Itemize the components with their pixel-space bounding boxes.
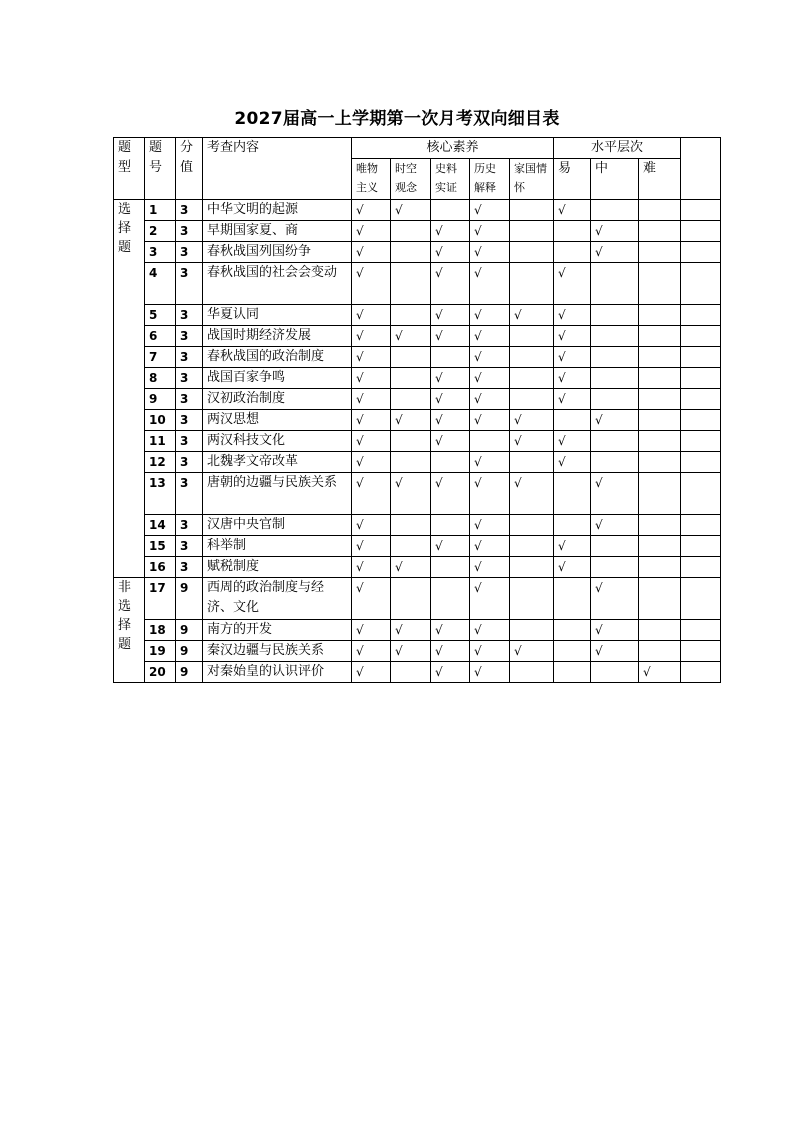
core-check-cell: √ bbox=[470, 242, 510, 263]
question-score: 9 bbox=[176, 620, 203, 641]
core-check-cell bbox=[510, 620, 554, 641]
core-check-cell: √ bbox=[352, 368, 391, 389]
level-check-cell bbox=[591, 263, 639, 305]
core-check-cell: √ bbox=[352, 305, 391, 326]
level-check-cell: √ bbox=[554, 536, 591, 557]
question-type-char: 择 bbox=[118, 221, 132, 236]
core-check-cell bbox=[391, 368, 431, 389]
header-core-evidence: 史料实证 bbox=[431, 159, 470, 200]
question-type-char: 非 bbox=[118, 580, 132, 595]
level-check-cell bbox=[639, 620, 681, 641]
core-check-cell bbox=[391, 242, 431, 263]
core-check-cell bbox=[431, 347, 470, 368]
question-score: 3 bbox=[176, 347, 203, 368]
core-check-cell: √ bbox=[431, 641, 470, 662]
core-check-cell: √ bbox=[510, 641, 554, 662]
core-check-cell: √ bbox=[352, 347, 391, 368]
core-check-cell: √ bbox=[470, 452, 510, 473]
core-check-cell bbox=[510, 326, 554, 347]
core-check-cell: √ bbox=[470, 368, 510, 389]
header-level: 水平层次 bbox=[554, 138, 681, 159]
level-check-cell: √ bbox=[591, 221, 639, 242]
core-check-cell: √ bbox=[510, 305, 554, 326]
level-check-cell: √ bbox=[554, 200, 591, 221]
core-check-cell bbox=[431, 557, 470, 578]
table-row bbox=[114, 326, 721, 347]
table-row bbox=[114, 452, 721, 473]
header-core-materialism: 唯物主义 bbox=[352, 159, 391, 200]
core-check-cell: √ bbox=[391, 473, 431, 515]
question-number: 20 bbox=[145, 662, 176, 683]
question-number: 1 bbox=[145, 200, 176, 221]
blank-cell bbox=[681, 263, 721, 305]
header-level-easy: 易 bbox=[554, 159, 591, 200]
level-check-cell bbox=[639, 221, 681, 242]
core-check-cell: √ bbox=[352, 641, 391, 662]
table-row bbox=[114, 263, 721, 305]
question-score: 3 bbox=[176, 221, 203, 242]
level-check-cell bbox=[591, 326, 639, 347]
question-score: 3 bbox=[176, 410, 203, 431]
blank-cell bbox=[681, 410, 721, 431]
level-check-cell: √ bbox=[639, 662, 681, 683]
level-check-cell bbox=[591, 200, 639, 221]
question-content: 汉初政治制度 bbox=[203, 389, 352, 410]
table-row bbox=[114, 557, 721, 578]
core-check-cell: √ bbox=[352, 200, 391, 221]
level-check-cell bbox=[591, 389, 639, 410]
table-row bbox=[114, 410, 721, 431]
core-check-cell: √ bbox=[470, 536, 510, 557]
blank-cell bbox=[681, 242, 721, 263]
blank-cell bbox=[681, 389, 721, 410]
level-check-cell: √ bbox=[554, 368, 591, 389]
level-check-cell bbox=[554, 221, 591, 242]
blank-cell bbox=[681, 368, 721, 389]
question-content: 赋税制度 bbox=[203, 557, 352, 578]
level-check-cell: √ bbox=[554, 557, 591, 578]
question-content: 中华文明的起源 bbox=[203, 200, 352, 221]
header-level-medium: 中 bbox=[591, 159, 639, 200]
question-score: 3 bbox=[176, 557, 203, 578]
table-row bbox=[114, 368, 721, 389]
question-content: 两汉科技文化 bbox=[203, 431, 352, 452]
core-check-cell: √ bbox=[470, 473, 510, 515]
level-check-cell: √ bbox=[591, 641, 639, 662]
core-check-cell bbox=[431, 515, 470, 536]
level-check-cell bbox=[639, 326, 681, 347]
level-check-cell: √ bbox=[554, 263, 591, 305]
question-score: 3 bbox=[176, 368, 203, 389]
question-content: 西周的政治制度与经济、文化 bbox=[203, 578, 352, 620]
core-check-cell: √ bbox=[431, 410, 470, 431]
blank-cell bbox=[681, 326, 721, 347]
question-content: 唐朝的边疆与民族关系 bbox=[203, 473, 352, 515]
level-check-cell: √ bbox=[591, 620, 639, 641]
core-check-cell bbox=[510, 200, 554, 221]
question-score: 3 bbox=[176, 473, 203, 515]
header-type: 题型 bbox=[114, 138, 145, 200]
core-check-cell: √ bbox=[431, 242, 470, 263]
header-level-hard: 难 bbox=[639, 159, 681, 200]
core-check-cell: √ bbox=[352, 473, 391, 515]
core-check-cell: √ bbox=[352, 515, 391, 536]
question-content: 南方的开发 bbox=[203, 620, 352, 641]
core-check-cell: √ bbox=[352, 557, 391, 578]
core-check-cell bbox=[391, 347, 431, 368]
level-check-cell: √ bbox=[591, 473, 639, 515]
core-check-cell: √ bbox=[352, 410, 391, 431]
table-row bbox=[114, 515, 721, 536]
core-check-cell bbox=[391, 263, 431, 305]
question-content: 战国时期经济发展 bbox=[203, 326, 352, 347]
question-score: 3 bbox=[176, 242, 203, 263]
core-check-cell bbox=[510, 389, 554, 410]
core-check-cell bbox=[510, 221, 554, 242]
core-check-cell: √ bbox=[352, 578, 391, 620]
question-content: 春秋战国列国纷争 bbox=[203, 242, 352, 263]
question-score: 3 bbox=[176, 305, 203, 326]
core-check-cell bbox=[470, 431, 510, 452]
question-number: 11 bbox=[145, 431, 176, 452]
level-check-cell bbox=[591, 431, 639, 452]
core-check-cell bbox=[391, 578, 431, 620]
level-check-cell: √ bbox=[554, 305, 591, 326]
question-score: 3 bbox=[176, 263, 203, 305]
core-check-cell: √ bbox=[470, 410, 510, 431]
level-check-cell bbox=[554, 410, 591, 431]
header-number: 题号 bbox=[145, 138, 176, 200]
question-type-char: 选 bbox=[118, 202, 132, 217]
question-type-char: 题 bbox=[118, 240, 132, 255]
blank-cell bbox=[681, 536, 721, 557]
level-check-cell: √ bbox=[591, 242, 639, 263]
table-row bbox=[114, 305, 721, 326]
core-check-cell: √ bbox=[431, 389, 470, 410]
level-check-cell bbox=[639, 200, 681, 221]
level-check-cell bbox=[591, 662, 639, 683]
level-check-cell bbox=[639, 557, 681, 578]
header-content: 考查内容 bbox=[203, 138, 352, 200]
question-score: 9 bbox=[176, 662, 203, 683]
core-check-cell: √ bbox=[470, 662, 510, 683]
question-number: 2 bbox=[145, 221, 176, 242]
question-number: 5 bbox=[145, 305, 176, 326]
level-check-cell bbox=[639, 347, 681, 368]
level-check-cell bbox=[554, 515, 591, 536]
core-check-cell bbox=[391, 305, 431, 326]
question-number: 17 bbox=[145, 578, 176, 620]
level-check-cell: √ bbox=[554, 389, 591, 410]
core-check-cell: √ bbox=[352, 452, 391, 473]
level-check-cell bbox=[591, 452, 639, 473]
level-check-cell: √ bbox=[554, 326, 591, 347]
core-check-cell: √ bbox=[431, 368, 470, 389]
core-check-cell bbox=[431, 200, 470, 221]
level-check-cell bbox=[639, 578, 681, 620]
level-check-cell bbox=[639, 263, 681, 305]
blank-cell bbox=[681, 347, 721, 368]
question-content: 汉唐中央官制 bbox=[203, 515, 352, 536]
question-content: 春秋战国的政治制度 bbox=[203, 347, 352, 368]
level-check-cell bbox=[639, 431, 681, 452]
header-blank bbox=[681, 138, 721, 200]
question-score: 9 bbox=[176, 578, 203, 620]
question-number: 14 bbox=[145, 515, 176, 536]
core-check-cell bbox=[391, 662, 431, 683]
level-check-cell: √ bbox=[554, 431, 591, 452]
question-number: 9 bbox=[145, 389, 176, 410]
header-core-spacetime: 时空观念 bbox=[391, 159, 431, 200]
question-number: 10 bbox=[145, 410, 176, 431]
blank-cell bbox=[681, 431, 721, 452]
level-check-cell bbox=[639, 536, 681, 557]
level-check-cell bbox=[591, 305, 639, 326]
core-check-cell: √ bbox=[352, 389, 391, 410]
blank-cell bbox=[681, 662, 721, 683]
question-number: 13 bbox=[145, 473, 176, 515]
table-row bbox=[114, 389, 721, 410]
question-number: 16 bbox=[145, 557, 176, 578]
level-check-cell bbox=[639, 368, 681, 389]
core-check-cell: √ bbox=[470, 326, 510, 347]
level-check-cell bbox=[639, 242, 681, 263]
header-score: 分值 bbox=[176, 138, 203, 200]
question-number: 6 bbox=[145, 326, 176, 347]
level-check-cell bbox=[554, 578, 591, 620]
core-check-cell: √ bbox=[391, 620, 431, 641]
core-check-cell: √ bbox=[470, 347, 510, 368]
core-check-cell bbox=[510, 368, 554, 389]
blank-cell bbox=[681, 473, 721, 515]
question-number: 8 bbox=[145, 368, 176, 389]
question-score: 3 bbox=[176, 536, 203, 557]
table-row bbox=[114, 242, 721, 263]
level-check-cell: √ bbox=[554, 452, 591, 473]
question-content: 对秦始皇的认识评价 bbox=[203, 662, 352, 683]
level-check-cell bbox=[639, 452, 681, 473]
question-score: 9 bbox=[176, 641, 203, 662]
core-check-cell: √ bbox=[470, 641, 510, 662]
core-check-cell bbox=[391, 389, 431, 410]
level-check-cell bbox=[639, 473, 681, 515]
level-check-cell bbox=[554, 473, 591, 515]
core-check-cell: √ bbox=[352, 536, 391, 557]
level-check-cell: √ bbox=[591, 515, 639, 536]
core-check-cell: √ bbox=[470, 200, 510, 221]
question-number: 4 bbox=[145, 263, 176, 305]
core-check-cell: √ bbox=[510, 473, 554, 515]
core-check-cell: √ bbox=[391, 641, 431, 662]
question-number: 3 bbox=[145, 242, 176, 263]
question-type-char: 选 bbox=[118, 599, 132, 614]
core-check-cell: √ bbox=[431, 473, 470, 515]
level-check-cell bbox=[554, 641, 591, 662]
question-number: 7 bbox=[145, 347, 176, 368]
table-row bbox=[114, 200, 721, 221]
core-check-cell: √ bbox=[352, 263, 391, 305]
core-check-cell: √ bbox=[352, 242, 391, 263]
core-check-cell: √ bbox=[470, 389, 510, 410]
core-check-cell: √ bbox=[431, 305, 470, 326]
core-check-cell: √ bbox=[391, 200, 431, 221]
level-check-cell: √ bbox=[591, 578, 639, 620]
level-check-cell bbox=[554, 242, 591, 263]
blank-cell bbox=[681, 557, 721, 578]
level-check-cell bbox=[554, 620, 591, 641]
blank-cell bbox=[681, 221, 721, 242]
core-check-cell: √ bbox=[352, 662, 391, 683]
question-type-cell bbox=[114, 578, 145, 683]
core-check-cell: √ bbox=[470, 578, 510, 620]
core-check-cell bbox=[391, 452, 431, 473]
core-check-cell bbox=[510, 242, 554, 263]
blank-cell bbox=[681, 452, 721, 473]
core-check-cell bbox=[510, 662, 554, 683]
blank-cell bbox=[681, 641, 721, 662]
header-core-interpretation: 历史解释 bbox=[470, 159, 510, 200]
level-check-cell: √ bbox=[591, 410, 639, 431]
core-check-cell bbox=[510, 557, 554, 578]
level-check-cell bbox=[591, 557, 639, 578]
core-check-cell: √ bbox=[352, 221, 391, 242]
core-check-cell: √ bbox=[470, 515, 510, 536]
core-check-cell: √ bbox=[391, 557, 431, 578]
core-check-cell: √ bbox=[470, 305, 510, 326]
core-check-cell: √ bbox=[431, 326, 470, 347]
core-check-cell: √ bbox=[470, 557, 510, 578]
core-check-cell bbox=[391, 221, 431, 242]
core-check-cell: √ bbox=[391, 410, 431, 431]
core-check-cell bbox=[391, 431, 431, 452]
blank-cell bbox=[681, 515, 721, 536]
question-number: 12 bbox=[145, 452, 176, 473]
header-core-patriotism: 家国情怀 bbox=[510, 159, 554, 200]
blank-cell bbox=[681, 620, 721, 641]
question-number: 19 bbox=[145, 641, 176, 662]
core-check-cell: √ bbox=[431, 263, 470, 305]
core-check-cell bbox=[510, 536, 554, 557]
level-check-cell bbox=[639, 305, 681, 326]
level-check-cell bbox=[591, 536, 639, 557]
level-check-cell bbox=[591, 347, 639, 368]
core-check-cell bbox=[431, 452, 470, 473]
question-type-cell bbox=[114, 200, 145, 578]
level-check-cell bbox=[554, 662, 591, 683]
level-check-cell bbox=[639, 389, 681, 410]
core-check-cell bbox=[510, 347, 554, 368]
table-row bbox=[114, 431, 721, 452]
blank-cell bbox=[681, 305, 721, 326]
question-number: 15 bbox=[145, 536, 176, 557]
question-score: 3 bbox=[176, 452, 203, 473]
core-check-cell: √ bbox=[352, 431, 391, 452]
core-check-cell bbox=[510, 515, 554, 536]
core-check-cell: √ bbox=[470, 221, 510, 242]
core-check-cell: √ bbox=[470, 263, 510, 305]
table-row bbox=[114, 347, 721, 368]
question-content: 春秋战国的社会会变动 bbox=[203, 263, 352, 305]
level-check-cell bbox=[639, 410, 681, 431]
question-type-char: 择 bbox=[118, 618, 132, 633]
question-score: 3 bbox=[176, 431, 203, 452]
core-check-cell: √ bbox=[352, 326, 391, 347]
core-check-cell: √ bbox=[510, 431, 554, 452]
table-row bbox=[114, 662, 721, 683]
question-score: 3 bbox=[176, 389, 203, 410]
core-check-cell bbox=[391, 515, 431, 536]
table-row bbox=[114, 473, 721, 515]
question-content: 两汉思想 bbox=[203, 410, 352, 431]
level-check-cell bbox=[591, 368, 639, 389]
header-core-literacy: 核心素养 bbox=[352, 138, 554, 159]
question-content: 战国百家争鸣 bbox=[203, 368, 352, 389]
question-number: 18 bbox=[145, 620, 176, 641]
core-check-cell bbox=[391, 536, 431, 557]
core-check-cell bbox=[510, 452, 554, 473]
question-content: 早期国家夏、商 bbox=[203, 221, 352, 242]
question-type-char: 题 bbox=[118, 637, 132, 652]
level-check-cell: √ bbox=[554, 347, 591, 368]
question-content: 科举制 bbox=[203, 536, 352, 557]
core-check-cell: √ bbox=[431, 620, 470, 641]
question-content: 华夏认同 bbox=[203, 305, 352, 326]
core-check-cell: √ bbox=[431, 431, 470, 452]
core-check-cell: √ bbox=[431, 536, 470, 557]
spec-table bbox=[113, 137, 721, 683]
table-row bbox=[114, 641, 721, 662]
core-check-cell: √ bbox=[431, 662, 470, 683]
question-score: 3 bbox=[176, 200, 203, 221]
question-content: 秦汉边疆与民族关系 bbox=[203, 641, 352, 662]
question-score: 3 bbox=[176, 515, 203, 536]
core-check-cell: √ bbox=[352, 620, 391, 641]
table-row bbox=[114, 620, 721, 641]
table-row bbox=[114, 536, 721, 557]
level-check-cell bbox=[639, 515, 681, 536]
question-score: 3 bbox=[176, 326, 203, 347]
core-check-cell bbox=[510, 263, 554, 305]
core-check-cell: √ bbox=[470, 620, 510, 641]
core-check-cell: √ bbox=[391, 326, 431, 347]
core-check-cell bbox=[510, 578, 554, 620]
core-check-cell: √ bbox=[431, 221, 470, 242]
blank-cell bbox=[681, 578, 721, 620]
core-check-cell: √ bbox=[510, 410, 554, 431]
table-row bbox=[114, 221, 721, 242]
table-row bbox=[114, 578, 721, 620]
core-check-cell bbox=[431, 578, 470, 620]
blank-cell bbox=[681, 200, 721, 221]
level-check-cell bbox=[639, 641, 681, 662]
question-content: 北魏孝文帝改革 bbox=[203, 452, 352, 473]
page-title: 2027届高一上学期第一次月考双向细目表 bbox=[234, 109, 560, 129]
